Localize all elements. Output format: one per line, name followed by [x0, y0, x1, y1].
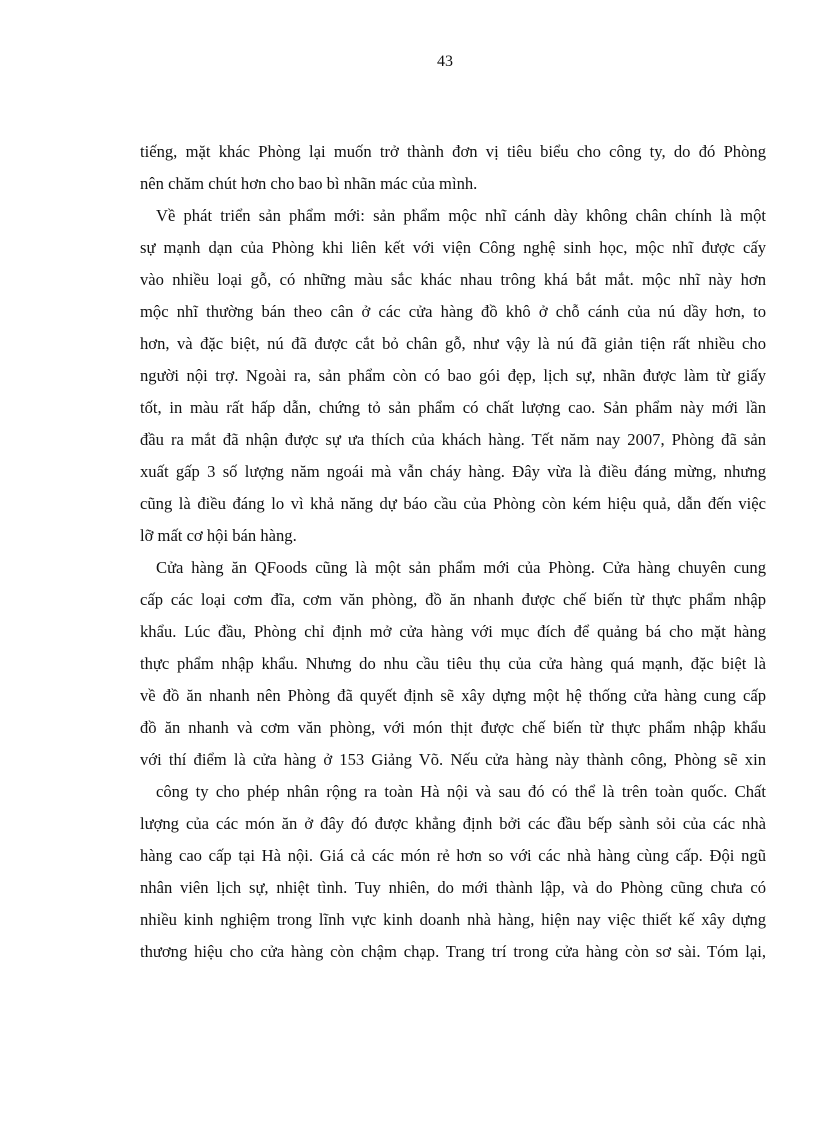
text-line: nhiều kinh nghiệm trong lĩnh vực kinh doanh nhà hàng, hiện nay việc thiết kế xây dựng: [140, 910, 766, 929]
text-line: nhân viên lịch sự, nhiệt tình. Tuy nhiên, do mới thành lập, và do Phòng cũng chưa có: [140, 878, 766, 897]
text-line: cũng là điều đáng lo vì khả năng dự báo cầu của Phòng còn kém hiệu quả, dẫn đến việc: [140, 494, 766, 513]
text-line: sự mạnh dạn của Phòng khi liên kết với viện Công nghệ sinh học, mộc nhĩ được cấy: [140, 238, 766, 257]
text-line: tốt, in màu rất hấp dẫn, chứng tỏ sản phẩm có chất lượng cao. Sản phẩm này mới lần: [140, 398, 766, 417]
paragraph-first-line: Cửa hàng ăn QFoods cũng là một sản phẩm mới của Phòng. Cửa hàng chuyên cung: [156, 558, 766, 577]
text-line: khẩu. Lúc đầu, Phòng chỉ định mở cửa hàng với mục đích để quảng bá cho mặt hàng: [140, 622, 766, 641]
paragraph-first-line: công ty cho phép nhân rộng ra toàn Hà nội và sau đó có thể là trên toàn quốc. Chất: [156, 782, 766, 801]
text-line: hơn, và đặc biệt, nú đã được cắt bỏ chân gỗ, như vậy là nú đã giản tiện rất nhiều cho: [140, 334, 766, 353]
page-number: 43: [437, 53, 453, 70]
text-line: tiếng, mặt khác Phòng lại muốn trở thành đơn vị tiêu biểu cho công ty, do đó Phòng: [140, 142, 766, 161]
text-line: đầu ra mắt đã nhận được sự ưa thích của khách hàng. Tết năm nay 2007, Phòng đã sản: [140, 430, 766, 449]
text-line: xuất gấp 3 số lượng năm ngoái mà vẫn cháy hàng. Đây vừa là điều đáng mừng, nhưng: [140, 462, 766, 481]
text-line: thực phẩm nhập khẩu. Nhưng do nhu cầu tiêu thụ của cửa hàng quá mạnh, đặc biệt là: [140, 654, 766, 673]
text-line: cấp các loại cơm đĩa, cơm văn phòng, đồ ăn nhanh được chế biến từ thực phẩm nhập: [140, 590, 766, 609]
text-line: nên chăm chút hơn cho bao bì nhãn mác của mình.: [140, 174, 478, 193]
text-line: lỡ mất cơ hội bán hàng.: [140, 526, 297, 545]
text-line: thương hiệu cho cửa hàng còn chậm chạp. Trang trí trong cửa hàng còn sơ sài. Tóm lại,: [140, 942, 766, 961]
text-line: đồ ăn nhanh và cơm văn phòng, với món thịt được chế biến từ thực phẩm nhập khẩu: [140, 718, 766, 737]
paragraph-first-line: Về phát triển sản phẩm mới: sản phẩm mộc nhĩ cánh dày không chân chính là một: [156, 206, 766, 225]
text-line: mộc nhĩ thường bán theo cân ở các cửa hàng đồ khô ở chỗ cánh của nú dầy hơn, to: [140, 302, 766, 321]
text-line: vào nhiều loại gỗ, có những màu sắc khác nhau trông khá bắt mắt. mộc nhĩ này hơn: [140, 270, 766, 289]
text-line: với thí điểm là cửa hàng ở 153 Giảng Võ. Nếu cửa hàng này thành công, Phòng sẽ xin: [140, 750, 766, 769]
text-line: về đồ ăn nhanh nên Phòng đã quyết định sẽ xây dựng một hệ thống cửa hàng cung cấp: [140, 686, 766, 705]
text-line: hàng cao cấp tại Hà nội. Giá cả các món rẻ hơn so với các nhà hàng cùng cấp. Đội ngũ: [140, 846, 766, 865]
text-line: lượng của các món ăn ở đây đó được khẳng định bởi các đầu bếp sành sỏi của các nhà: [140, 814, 766, 833]
text-line: người nội trợ. Ngoài ra, sản phẩm còn có bao gói đẹp, lịch sự, nhãn được làm từ giấy: [140, 366, 766, 385]
